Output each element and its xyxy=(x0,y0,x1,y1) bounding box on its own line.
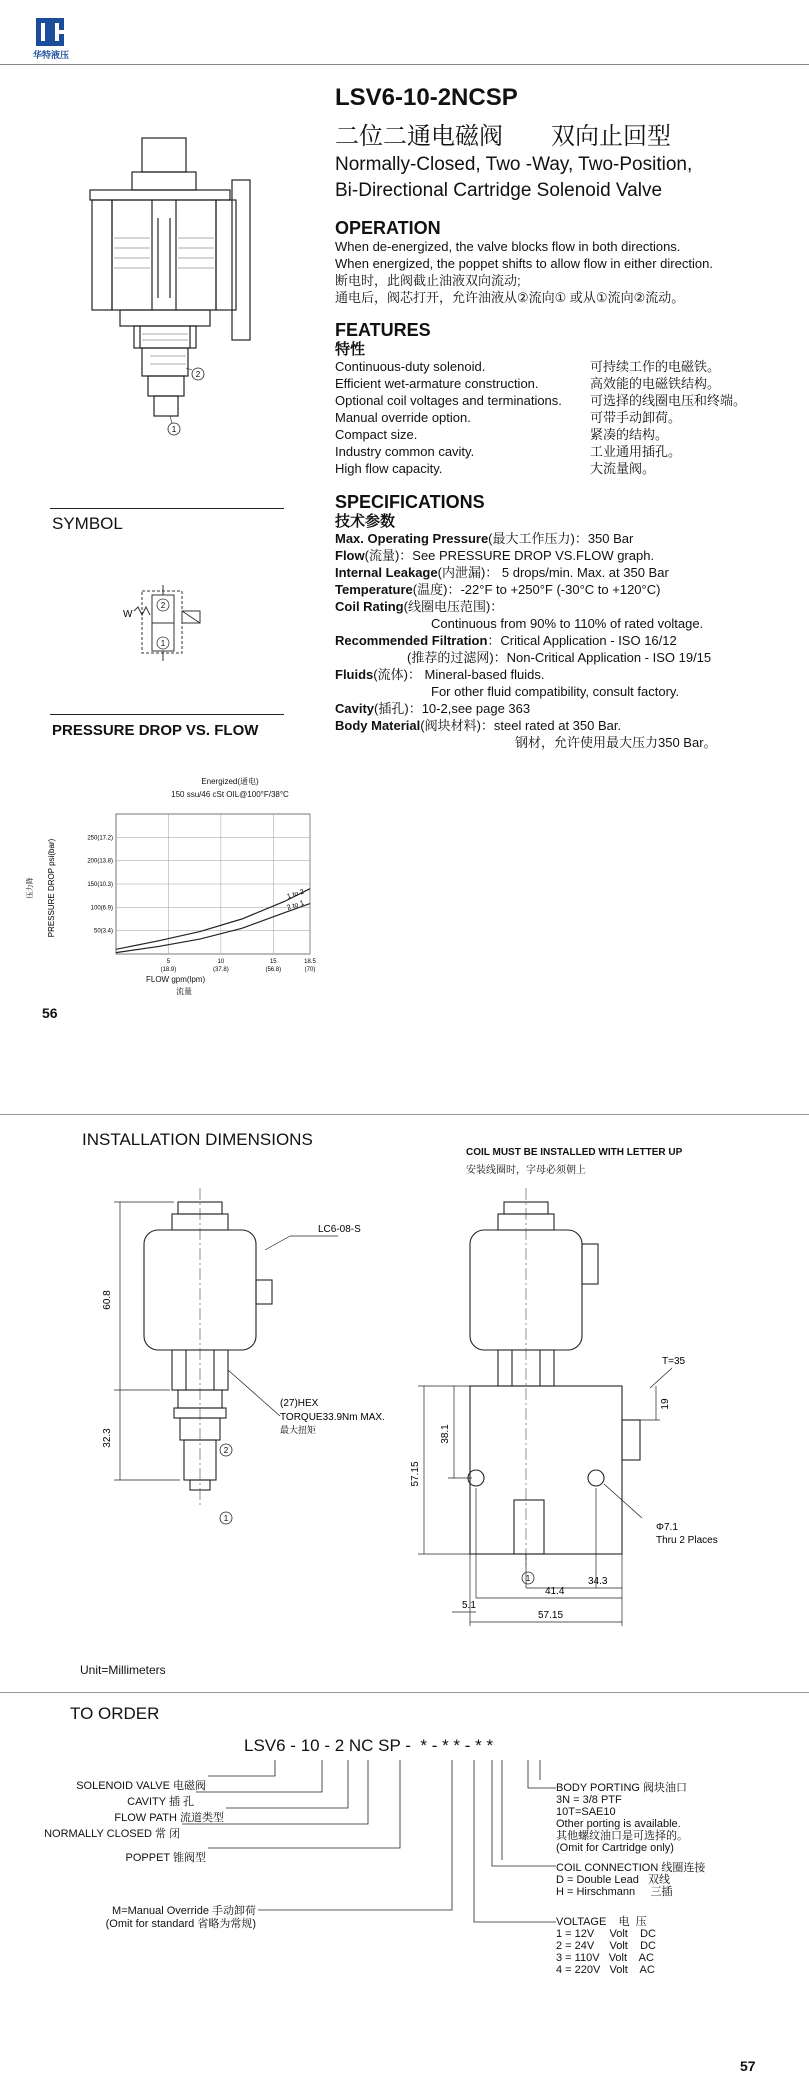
feature-item xyxy=(335,443,785,460)
feature-en: Continuous-duty solenoid. xyxy=(335,359,486,374)
spec-temperature: Temperature(温度)：-22°F to +250°F (-30°C to +120°C) xyxy=(335,582,661,597)
dim-60-8: 60.8 xyxy=(102,1290,113,1310)
section-port-1: 1 xyxy=(171,425,177,434)
feature-en: Compact size. xyxy=(335,427,418,442)
dim-5-1: 5.1 xyxy=(462,1600,476,1611)
feature-en: High flow capacity. xyxy=(335,461,443,476)
section-port-2: 2 xyxy=(195,370,201,379)
order-heading: TO ORDER xyxy=(70,1704,160,1723)
feature-item xyxy=(335,392,785,409)
chart-ytick-label: 200(13.8) xyxy=(87,858,113,865)
feature-en: Optional coil voltages and terminations. xyxy=(335,393,562,408)
model-title: LSV6-10-2NCSP xyxy=(335,84,518,111)
chart-ytick-label: 50(3.4) xyxy=(93,928,113,935)
body-porting-line: 10T=SAE10 xyxy=(556,1806,616,1818)
spec-filtration: Recommended Filtration：Critical Application - ISO 16/12 xyxy=(335,633,677,648)
install-port-2: 2 xyxy=(223,1446,229,1455)
valve-symbol xyxy=(110,585,230,665)
chart-xtick-sublabel: (56.8) xyxy=(265,967,282,973)
installation-heading: INSTALLATION DIMENSIONS xyxy=(82,1130,313,1149)
chart-caption-2: 150 ssu/46 cSt OIL@100°F/38°C xyxy=(171,790,289,799)
torque-label-cn: 最大扭矩 xyxy=(280,1425,317,1435)
operation-heading: OPERATION xyxy=(335,218,441,238)
order-label-manual-override: M=Manual Override 手动卸荷 xyxy=(112,1905,256,1917)
body-porting-block xyxy=(556,1782,688,1854)
operation-line: When energized, the poppet shifts to allow flow in either direction. xyxy=(335,256,713,271)
features-heading: FEATURES xyxy=(335,320,431,340)
chart-series-label: 2 to 1 xyxy=(286,899,306,912)
symbol-port-2: 2 xyxy=(160,601,166,610)
feature-item xyxy=(335,375,785,392)
pressure-drop-rule xyxy=(50,714,284,715)
install-side-view xyxy=(100,1188,420,1538)
specifications-heading: SPECIFICATIONS xyxy=(335,492,485,512)
specifications-list xyxy=(335,530,795,751)
body-porting-line: (Omit for Cartridge only) xyxy=(556,1842,674,1854)
operation-text xyxy=(335,238,785,306)
spec-max-pressure: Max. Operating Pressure(最大工作压力)：350 Bar xyxy=(335,531,634,546)
dim-57-15-v: 57.15 xyxy=(410,1461,421,1487)
page-number-bottom: 57 xyxy=(740,2058,756,2074)
operation-line: 断电时，此阀截止油液双向流动; xyxy=(335,273,521,288)
chart-ytick-label: 150(10.3) xyxy=(87,882,113,888)
feature-cn: 可持续工作的电磁铁。 xyxy=(590,359,721,374)
feature-cn: 紧凑的结构。 xyxy=(590,427,669,442)
order-divider xyxy=(0,1692,809,1693)
dim-57-15-h: 57.15 xyxy=(538,1610,564,1621)
chart-xtick-sublabel: (70) xyxy=(304,967,316,973)
chart-xtick-label: 18.5 xyxy=(304,959,316,965)
unit-note: Unit=Millimeters xyxy=(80,1663,166,1677)
torque-label: TORQUE33.9Nm MAX. xyxy=(280,1412,385,1423)
spec-filtration-2: (推荐的过滤网)：Non-Critical Application - ISO 19/15 xyxy=(407,650,712,665)
feature-en: Manual override option. xyxy=(335,410,471,425)
features-list xyxy=(335,358,785,477)
order-label-cavity: CAVITY 插 孔 xyxy=(127,1796,194,1808)
chart-xtick-label: 5 xyxy=(166,959,171,965)
voltage-block xyxy=(556,1916,656,1976)
feature-item xyxy=(335,358,785,375)
chart-series-label: 1 to 2 xyxy=(286,888,306,901)
order-label-normally-closed: NORMALLY CLOSED 常 闭 xyxy=(44,1828,180,1840)
thickness-label: T=35 xyxy=(662,1356,686,1367)
body-porting-line: 其他螺纹油口是可选择的。 xyxy=(556,1830,688,1842)
chart-ylabel: PRESSURE DROP psi(bar) xyxy=(47,838,56,938)
order-label-poppet: POPPET 锥阀型 xyxy=(125,1852,206,1864)
english-title-2: Bi-Directional Cartridge Solenoid Valve xyxy=(335,180,663,201)
chart-ytick-label: 250(17.2) xyxy=(87,835,113,842)
feature-item xyxy=(335,460,785,477)
voltage-line: 4 = 220V Volt AC xyxy=(556,1964,655,1976)
symbol-heading: SYMBOL xyxy=(52,514,123,533)
spec-coil: Coil Rating(线圈电压范围)： xyxy=(335,599,504,614)
order-label-solenoid: SOLENOID VALVE 电磁阀 xyxy=(76,1780,206,1792)
voltage-line: 1 = 12V Volt DC xyxy=(556,1928,656,1940)
logo-text: 华特液压 xyxy=(32,50,69,60)
order-label-flow-path: FLOW PATH 流道类型 xyxy=(114,1812,224,1824)
spec-cavity: Cavity(插孔)：10-2,see page 363 xyxy=(335,701,531,716)
company-logo xyxy=(26,18,76,62)
spec-leakage: Internal Leakage(内泄漏)： 5 drops/min. Max. at 350 Bar xyxy=(335,565,669,580)
coil-connection-title: COIL CONNECTION 线圈连接 xyxy=(556,1862,706,1874)
coil-connection-line: H = Hirschmann 三插 xyxy=(556,1886,673,1898)
operation-line: When de-energized, the valve blocks flow in both directions. xyxy=(335,239,681,254)
symbol-port-1: 1 xyxy=(160,639,166,648)
hex-label: (27)HEX xyxy=(280,1398,319,1409)
voltage-line: 3 = 110V Volt AC xyxy=(556,1952,654,1964)
chart-xtick-label: 10 xyxy=(217,959,225,965)
spec-fluids-2: For other fluid compatibility, consult factory. xyxy=(431,684,680,699)
install-port-1: 1 xyxy=(223,1514,229,1523)
specifications-heading-cn: 技术参数 xyxy=(335,513,396,530)
feature-item xyxy=(335,426,785,443)
chart-xlabel-cn: 流量 xyxy=(176,987,192,996)
coil-note: COIL MUST BE INSTALLED WITH LETTER UP xyxy=(466,1147,683,1158)
pressure-drop-chart xyxy=(18,808,318,998)
feature-item xyxy=(335,409,785,426)
features-heading-cn: 特性 xyxy=(335,341,366,358)
body-porting-title: BODY PORTING 阀块油口 xyxy=(556,1782,688,1794)
spec-body-2: 钢材，允许使用最大压力350 Bar。 xyxy=(515,735,717,750)
spec-body: Body Material(阀块材料)：steel rated at 350 Bar. xyxy=(335,718,622,733)
chart-xtick-sublabel: (37.8) xyxy=(213,967,229,973)
operation-line: 通电后，阀芯打开，允许油液从②流向① 或从①流向②流动。 xyxy=(335,290,685,305)
coil-connection-block xyxy=(556,1862,705,1898)
order-label-omit-standard: (Omit for standard 省略为常规) xyxy=(105,1918,256,1930)
install-block-view xyxy=(410,1188,770,1648)
thru-label: Thru 2 Places xyxy=(656,1535,718,1546)
chart-xlabel: FLOW gpm(lpm) xyxy=(146,975,206,984)
dim-19: 19 xyxy=(660,1398,671,1410)
dim-38-1: 38.1 xyxy=(440,1424,451,1444)
dim-34-3: 34.3 xyxy=(588,1576,608,1587)
symbol-coil-mark: W xyxy=(123,609,133,620)
logo-mark-icon xyxy=(36,18,64,46)
chart-series-line xyxy=(116,889,310,950)
body-porting-line: 3N = 3/8 PTF xyxy=(556,1794,622,1806)
header-rule xyxy=(0,64,809,65)
feature-en: Industry common cavity. xyxy=(335,444,475,459)
order-code: LSV6 - 10 - 2 NC SP - * - * * - * * xyxy=(244,1736,494,1755)
chinese-title: 二位二通电磁阀 双向止回型 xyxy=(335,123,671,150)
chart-xtick-label: 15 xyxy=(269,959,277,965)
dia-label: Φ7.1 xyxy=(656,1522,678,1533)
dim-32-3: 32.3 xyxy=(102,1428,113,1448)
page-divider xyxy=(0,1114,809,1115)
block-port-1: 1 xyxy=(525,1574,531,1583)
page-number-top: 56 xyxy=(42,1005,58,1021)
voltage-line: 2 = 24V Volt DC xyxy=(556,1940,656,1952)
pressure-drop-heading: PRESSURE DROP VS. FLOW xyxy=(52,722,259,739)
voltage-title: VOLTAGE 电 压 xyxy=(556,1916,647,1928)
dim-41-4: 41.4 xyxy=(545,1586,565,1597)
chart-ytick-label: 100(6.9) xyxy=(90,905,113,912)
spec-flow: Flow(流量)：See PRESSURE DROP VS.FLOW graph. xyxy=(335,548,655,563)
feature-cn: 工业通用插孔。 xyxy=(590,444,682,459)
chart-ylabel-cn: 压力降 xyxy=(27,877,34,899)
feature-cn: 可带手动卸荷。 xyxy=(590,410,682,425)
chart-caption-1: Energized(通电) xyxy=(201,777,259,786)
spec-fluids: Fluids(流体)： Mineral-based fluids. xyxy=(335,667,545,682)
symbol-rule xyxy=(50,508,284,509)
feature-cn: 可选择的线圈电压和终端。 xyxy=(590,393,747,408)
coil-note-cn: 安装线圈时，字母必须朝上 xyxy=(466,1165,586,1176)
body-porting-line: Other porting is available. xyxy=(556,1818,681,1830)
valve-cross-section xyxy=(70,128,270,448)
coil-part-label: LC6-08-S xyxy=(318,1224,361,1235)
feature-en: Efficient wet-armature construction. xyxy=(335,376,539,391)
feature-cn: 大流量阀。 xyxy=(590,461,656,476)
english-title-1: Normally-Closed, Two -Way, Two-Position, xyxy=(335,154,693,175)
feature-cn: 高效能的电磁铁结构。 xyxy=(590,376,721,391)
coil-connection-line: D = Double Lead 双线 xyxy=(556,1874,671,1886)
chart-xtick-sublabel: (18.9) xyxy=(160,967,177,973)
spec-coil-value: Continuous from 90% to 110% of rated voltage. xyxy=(431,616,704,631)
